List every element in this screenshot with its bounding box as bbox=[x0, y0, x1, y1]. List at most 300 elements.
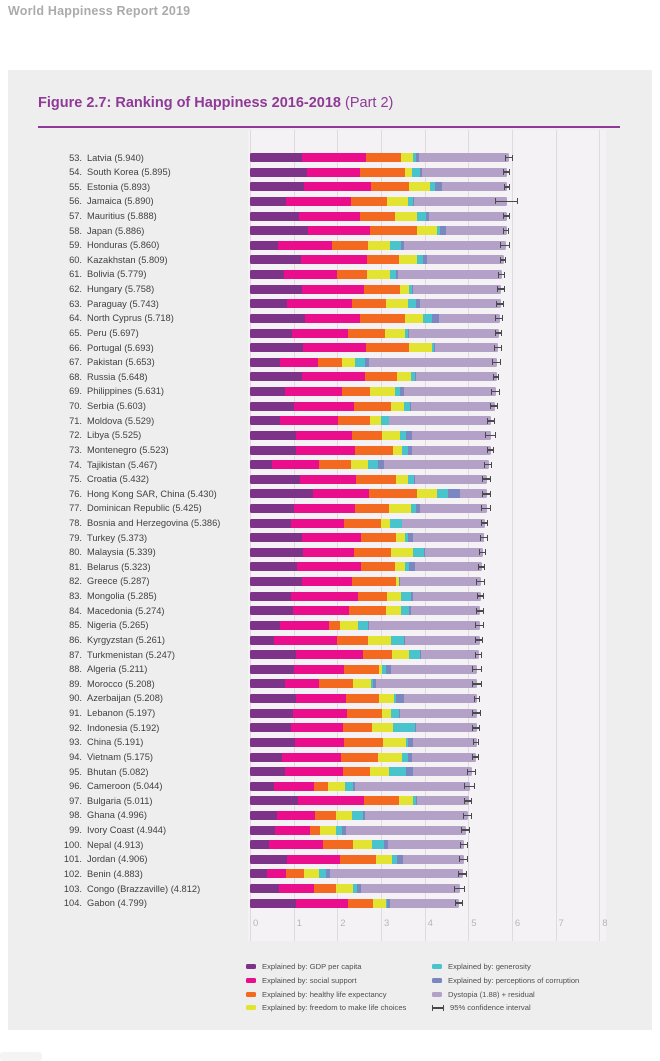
legend-swatch bbox=[246, 978, 256, 983]
chart-row bbox=[8, 151, 652, 166]
chart-row bbox=[8, 487, 652, 502]
country-label: Russia (5.648) bbox=[87, 371, 148, 382]
country-rank: 76. bbox=[69, 488, 82, 499]
country-label: Turkmenistan (5.247) bbox=[87, 649, 176, 660]
bar-segment-gdp bbox=[250, 753, 282, 762]
bar-segment-freedom bbox=[399, 255, 417, 264]
bar-segment-generosity bbox=[381, 416, 389, 425]
chart-row bbox=[8, 370, 652, 385]
bar-segment-gdp bbox=[250, 489, 313, 498]
confidence-interval bbox=[464, 783, 474, 789]
chart-row bbox=[8, 414, 652, 429]
bar-segment-freedom bbox=[386, 606, 401, 615]
chart-row bbox=[8, 443, 652, 458]
bar-segment-corruption bbox=[432, 314, 439, 323]
chart-row bbox=[8, 838, 652, 853]
country-label: Jamaica (5.890) bbox=[87, 196, 154, 207]
chart-row bbox=[8, 560, 652, 575]
bar-segment-freedom bbox=[409, 343, 431, 352]
bar-segment-generosity bbox=[368, 460, 378, 469]
chart-row bbox=[8, 267, 652, 282]
confidence-interval bbox=[493, 374, 499, 380]
country-label: Kazakhstan (5.809) bbox=[87, 254, 168, 265]
legend-swatch bbox=[432, 964, 442, 969]
axis-tick-label: 3 bbox=[383, 918, 390, 929]
bar-segment-gdp bbox=[250, 665, 294, 674]
bar-segment-social-support bbox=[267, 869, 286, 878]
happiness-bar bbox=[250, 636, 480, 645]
country-label: Libya (5.525) bbox=[87, 430, 142, 441]
bar-segment-freedom bbox=[370, 416, 381, 425]
bar-segment-healthy-life bbox=[370, 226, 417, 235]
confidence-interval bbox=[495, 198, 518, 204]
happiness-bar bbox=[250, 285, 501, 294]
bar-segment-freedom bbox=[386, 299, 408, 308]
confidence-interval bbox=[476, 608, 484, 614]
bar-segment-social-support bbox=[294, 402, 354, 411]
country-rank: 65. bbox=[69, 327, 82, 338]
country-rank: 77. bbox=[69, 503, 82, 514]
bar-segment-social-support bbox=[278, 241, 332, 250]
chart-row bbox=[8, 574, 652, 589]
happiness-bar bbox=[250, 826, 466, 835]
confidence-interval bbox=[476, 579, 485, 585]
bar-segment-gdp bbox=[250, 343, 303, 352]
bar-segment-healthy-life bbox=[348, 329, 385, 338]
country-rank: 87. bbox=[69, 649, 82, 660]
bar-segment-healthy-life bbox=[340, 855, 376, 864]
chart-row bbox=[8, 735, 652, 750]
bar-segment-freedom bbox=[328, 782, 345, 791]
bar-segment-corruption bbox=[396, 694, 404, 703]
bar-segment-healthy-life bbox=[338, 416, 370, 425]
bar-segment-dystopia-residual bbox=[420, 504, 486, 513]
confidence-interval bbox=[472, 666, 481, 672]
bar-segment-dystopia-residual bbox=[402, 519, 485, 528]
country-rank: 58. bbox=[69, 225, 82, 236]
bar-segment-dystopia-residual bbox=[355, 782, 471, 791]
happiness-bar bbox=[250, 519, 485, 528]
bar-segment-freedom bbox=[373, 899, 386, 908]
axis-tick-label: 0 bbox=[253, 918, 259, 929]
bar-segment-gdp bbox=[250, 796, 298, 805]
bar-segment-healthy-life bbox=[315, 811, 336, 820]
bar-segment-healthy-life bbox=[361, 533, 396, 542]
bar-segment-gdp bbox=[250, 387, 285, 396]
bar-segment-freedom bbox=[393, 446, 402, 455]
bar-segment-gdp bbox=[250, 621, 280, 630]
bar-segment-generosity bbox=[401, 592, 411, 601]
bar-segment-healthy-life bbox=[360, 212, 395, 221]
bar-segment-gdp bbox=[250, 592, 291, 601]
bar-segment-dystopia-residual bbox=[414, 197, 507, 206]
country-rank: 78. bbox=[69, 518, 82, 528]
bar-segment-social-support bbox=[285, 679, 319, 688]
bar-segment-gdp bbox=[250, 255, 301, 264]
confidence-interval bbox=[472, 754, 479, 760]
bar-segment-healthy-life bbox=[332, 241, 368, 250]
bar-segment-gdp bbox=[250, 650, 296, 659]
bar-segment-healthy-life bbox=[352, 299, 386, 308]
bar-segment-healthy-life bbox=[352, 577, 396, 586]
bar-segment-social-support bbox=[291, 592, 358, 601]
country-rank: 95. bbox=[69, 766, 82, 777]
confidence-interval bbox=[467, 769, 476, 775]
country-rank: 92. bbox=[69, 722, 82, 733]
legend-item bbox=[246, 987, 406, 1001]
bar-segment-freedom bbox=[391, 548, 413, 557]
bar-segment-gdp bbox=[250, 475, 300, 484]
bar-segment-dystopia-residual bbox=[419, 153, 509, 162]
bar-segment-healthy-life bbox=[349, 606, 386, 615]
chart-row bbox=[8, 648, 652, 663]
bar-segment-healthy-life bbox=[365, 372, 397, 381]
bar-segment-gdp bbox=[250, 782, 274, 791]
bar-segment-social-support bbox=[279, 884, 314, 893]
country-rank: 89. bbox=[69, 678, 82, 689]
confidence-interval bbox=[492, 359, 501, 365]
bar-segment-social-support bbox=[296, 694, 346, 703]
bar-segment-social-support bbox=[299, 212, 360, 221]
happiness-bar bbox=[250, 782, 470, 791]
country-label: Cameroon (5.044) bbox=[87, 781, 163, 792]
chart-row bbox=[8, 458, 652, 473]
country-label: Greece (5.287) bbox=[87, 576, 150, 587]
happiness-bar bbox=[250, 665, 477, 674]
bar-segment-freedom bbox=[409, 182, 431, 191]
country-rank: 66. bbox=[69, 342, 82, 353]
legend-label: 95% confidence interval bbox=[450, 1003, 531, 1013]
happiness-bar bbox=[250, 592, 481, 601]
bar-segment-social-support bbox=[282, 753, 341, 762]
chart-row bbox=[8, 399, 652, 414]
bar-segment-gdp bbox=[250, 709, 293, 718]
happiness-bar bbox=[250, 446, 491, 455]
bar-segment-gdp bbox=[250, 840, 269, 849]
bar-segment-dystopia-residual bbox=[429, 212, 507, 221]
happiness-bar bbox=[250, 504, 487, 513]
bar-segment-social-support bbox=[274, 782, 314, 791]
legend-item bbox=[432, 960, 579, 974]
bar-segment-corruption bbox=[406, 767, 413, 776]
confidence-interval bbox=[460, 842, 468, 848]
chart-row bbox=[8, 341, 652, 356]
bar-segment-social-support bbox=[274, 636, 337, 645]
bar-segment-gdp bbox=[250, 358, 280, 367]
happiness-bar bbox=[250, 767, 472, 776]
confidence-interval bbox=[482, 476, 491, 482]
bar-segment-social-support bbox=[284, 270, 337, 279]
bar-segment-gdp bbox=[250, 212, 299, 221]
country-label: Hungary (5.758) bbox=[87, 284, 155, 295]
happiness-bar bbox=[250, 387, 496, 396]
happiness-bar bbox=[250, 679, 477, 688]
bar-segment-freedom bbox=[387, 197, 408, 206]
bar-segment-freedom bbox=[379, 694, 394, 703]
happiness-bar bbox=[250, 533, 485, 542]
axis-tick-label: 6 bbox=[514, 918, 521, 929]
bar-segment-gdp bbox=[250, 738, 295, 747]
bar-segment-social-support bbox=[303, 548, 354, 557]
country-label: Bosnia and Herzegovina (5.386) bbox=[87, 518, 221, 528]
confidence-interval bbox=[474, 696, 480, 702]
bar-segment-generosity bbox=[389, 767, 405, 776]
bar-segment-gdp bbox=[250, 562, 297, 571]
chart-row bbox=[8, 180, 652, 195]
confidence-interval bbox=[500, 242, 510, 248]
happiness-bar bbox=[250, 168, 507, 177]
bar-segment-social-support bbox=[292, 329, 348, 338]
bar-segment-generosity bbox=[393, 723, 415, 732]
page-footer-tab bbox=[0, 1052, 42, 1061]
confidence-interval bbox=[454, 886, 464, 892]
country-rank: 73. bbox=[69, 444, 82, 455]
bar-segment-healthy-life bbox=[356, 475, 396, 484]
bar-segment-gdp bbox=[250, 767, 285, 776]
bar-segment-freedom bbox=[351, 460, 368, 469]
confidence-interval bbox=[503, 228, 509, 234]
happiness-bar bbox=[250, 431, 491, 440]
chart-row bbox=[8, 589, 652, 604]
legend-label: Explained by: generosity bbox=[448, 962, 531, 972]
country-label: China (5.191) bbox=[87, 737, 144, 748]
country-label: Belarus (5.323) bbox=[87, 561, 151, 572]
bar-segment-freedom bbox=[387, 592, 401, 601]
country-label: Bolivia (5.779) bbox=[87, 269, 147, 280]
country-label: Congo (Brazzaville) (4.812) bbox=[87, 883, 201, 894]
bar-segment-gdp bbox=[250, 153, 302, 162]
chart-row bbox=[8, 297, 652, 312]
bar-segment-gdp bbox=[250, 899, 296, 908]
bar-segment-social-support bbox=[269, 840, 323, 849]
confidence-interval bbox=[472, 681, 481, 687]
happiness-bar bbox=[250, 489, 487, 498]
country-label: Macedonia (5.274) bbox=[87, 605, 165, 616]
chart-row bbox=[8, 194, 652, 209]
bar-segment-social-support bbox=[302, 285, 364, 294]
happiness-bar bbox=[250, 212, 507, 221]
happiness-bar bbox=[250, 314, 500, 323]
legend-item bbox=[432, 974, 579, 988]
chart-row bbox=[8, 326, 652, 341]
chart-row bbox=[8, 282, 652, 297]
bar-segment-freedom bbox=[382, 431, 400, 440]
bar-segment-healthy-life bbox=[319, 679, 353, 688]
country-label: Mauritius (5.888) bbox=[87, 210, 157, 221]
happiness-bar bbox=[250, 709, 477, 718]
bar-segment-generosity bbox=[336, 826, 343, 835]
legend-label: Explained by: social support bbox=[262, 976, 357, 986]
happiness-bar bbox=[250, 182, 507, 191]
country-rank: 82. bbox=[69, 576, 82, 587]
axis-tick-label: 7 bbox=[558, 918, 564, 929]
confidence-interval bbox=[481, 520, 489, 526]
country-label: Algeria (5.211) bbox=[87, 664, 148, 675]
bar-segment-social-support bbox=[280, 621, 328, 630]
confidence-interval bbox=[480, 535, 489, 541]
happiness-bar bbox=[250, 197, 507, 206]
bar-segment-healthy-life bbox=[346, 694, 380, 703]
country-rank: 88. bbox=[69, 664, 82, 675]
confidence-interval bbox=[485, 432, 496, 438]
bar-segment-healthy-life bbox=[351, 197, 387, 206]
happiness-bar bbox=[250, 869, 463, 878]
happiness-bar bbox=[250, 255, 504, 264]
bar-segment-healthy-life bbox=[342, 387, 371, 396]
bar-segment-generosity bbox=[412, 168, 420, 177]
bar-segment-social-support bbox=[302, 372, 365, 381]
country-rank: 90. bbox=[69, 693, 82, 704]
confidence-interval bbox=[473, 739, 479, 745]
happiness-bar bbox=[250, 738, 477, 747]
country-rank: 57. bbox=[69, 210, 82, 221]
confidence-interval bbox=[482, 491, 491, 497]
country-rank: 86. bbox=[69, 634, 82, 645]
chart-row bbox=[8, 765, 652, 780]
country-rank: 71. bbox=[69, 415, 82, 426]
bar-segment-freedom bbox=[395, 562, 405, 571]
happiness-bar bbox=[250, 460, 489, 469]
bar-segment-healthy-life bbox=[319, 460, 350, 469]
country-label: Jordan (4.906) bbox=[87, 854, 148, 865]
chart-row bbox=[8, 531, 652, 546]
bar-segment-generosity bbox=[355, 358, 365, 367]
country-rank: 97. bbox=[69, 795, 82, 806]
confidence-interval bbox=[487, 447, 495, 453]
confidence-interval bbox=[458, 871, 467, 877]
bar-segment-dystopia-residual bbox=[400, 577, 481, 586]
bar-segment-healthy-life bbox=[310, 826, 320, 835]
bar-segment-gdp bbox=[250, 329, 292, 338]
bar-segment-dystopia-residual bbox=[390, 899, 460, 908]
bar-segment-healthy-life bbox=[366, 343, 410, 352]
chart-row bbox=[8, 882, 652, 897]
chart-row bbox=[8, 808, 652, 823]
happiness-bar bbox=[250, 840, 464, 849]
bar-segment-healthy-life bbox=[352, 431, 381, 440]
happiness-bar bbox=[250, 548, 483, 557]
bar-segment-social-support bbox=[291, 723, 344, 732]
happiness-bar bbox=[250, 358, 497, 367]
country-rank: 55. bbox=[69, 181, 82, 192]
bar-segment-gdp bbox=[250, 826, 275, 835]
bar-segment-social-support bbox=[300, 475, 355, 484]
bar-segment-social-support bbox=[285, 767, 343, 776]
legend-column-left bbox=[246, 960, 406, 1015]
country-label: Montenegro (5.523) bbox=[87, 444, 169, 455]
bar-segment-social-support bbox=[301, 255, 367, 264]
confidence-interval bbox=[503, 169, 510, 175]
country-label: Dominican Republic (5.425) bbox=[87, 503, 202, 514]
bar-segment-generosity bbox=[390, 241, 401, 250]
report-header: World Happiness Report 2019 bbox=[8, 4, 191, 18]
bar-segment-freedom bbox=[397, 372, 412, 381]
bar-segment-social-support bbox=[277, 811, 315, 820]
legend-item bbox=[246, 1001, 406, 1015]
country-label: Malaysia (5.339) bbox=[87, 547, 156, 558]
chart-row bbox=[8, 238, 652, 253]
bar-segment-healthy-life bbox=[314, 884, 336, 893]
country-label: Peru (5.697) bbox=[87, 327, 139, 338]
bar-segment-gdp bbox=[250, 314, 305, 323]
country-rank: 80. bbox=[69, 547, 82, 558]
bar-segment-freedom bbox=[396, 475, 409, 484]
chart-row bbox=[8, 852, 652, 867]
happiness-bar bbox=[250, 402, 495, 411]
bar-segment-gdp bbox=[250, 855, 287, 864]
happiness-bar bbox=[250, 329, 499, 338]
bar-segment-healthy-life bbox=[360, 168, 405, 177]
bar-segment-freedom bbox=[342, 358, 356, 367]
legend-swatch bbox=[432, 978, 442, 983]
country-label: North Cyprus (5.718) bbox=[87, 313, 174, 324]
bar-segment-dystopia-residual bbox=[415, 475, 487, 484]
confidence-interval bbox=[461, 827, 470, 833]
bar-segment-freedom bbox=[382, 709, 391, 718]
bar-segment-social-support bbox=[302, 153, 366, 162]
country-rank: 59. bbox=[69, 240, 82, 251]
bar-segment-freedom bbox=[391, 402, 403, 411]
bar-segment-freedom bbox=[370, 387, 394, 396]
country-rank: 69. bbox=[69, 386, 82, 397]
bar-segment-dystopia-residual bbox=[415, 562, 482, 571]
axis-tick-label: 4 bbox=[427, 918, 433, 929]
bar-segment-generosity bbox=[408, 299, 416, 308]
figure-title-main: Figure 2.7: Ranking of Happiness 2016-2018 bbox=[38, 95, 341, 111]
bar-segment-dystopia-residual bbox=[416, 723, 476, 732]
confidence-interval bbox=[503, 213, 510, 219]
happiness-bar bbox=[250, 416, 491, 425]
bar-segment-social-support bbox=[287, 299, 351, 308]
country-rank: 100. bbox=[63, 839, 82, 850]
confidence-interval bbox=[475, 622, 484, 628]
country-rank: 98. bbox=[69, 810, 82, 821]
bar-segment-social-support bbox=[307, 168, 360, 177]
bar-segment-gdp bbox=[250, 270, 284, 279]
bar-segment-gdp bbox=[250, 869, 267, 878]
axis-tick-label: 1 bbox=[296, 918, 302, 929]
bar-segment-freedom bbox=[368, 241, 390, 250]
bar-segment-gdp bbox=[250, 460, 272, 469]
bar-segment-dystopia-residual bbox=[398, 270, 502, 279]
bar-segment-freedom bbox=[401, 153, 413, 162]
chart-row bbox=[8, 501, 652, 516]
confidence-interval bbox=[481, 505, 491, 511]
confidence-interval bbox=[472, 710, 481, 716]
bar-segment-dystopia-residual bbox=[413, 285, 501, 294]
bar-segment-dystopia-residual bbox=[446, 226, 507, 235]
bar-segment-social-support bbox=[305, 314, 360, 323]
country-rank: 64. bbox=[69, 313, 82, 324]
happiness-bar bbox=[250, 723, 477, 732]
chart-row bbox=[8, 253, 652, 268]
bar-segment-generosity bbox=[319, 869, 327, 878]
bar-segment-dystopia-residual bbox=[417, 796, 469, 805]
legend-item bbox=[432, 987, 579, 1001]
bar-segment-freedom bbox=[399, 796, 413, 805]
confidence-interval bbox=[497, 286, 506, 292]
bar-segment-gdp bbox=[250, 402, 294, 411]
bar-segment-dystopia-residual bbox=[412, 753, 476, 762]
bar-segment-dystopia-residual bbox=[400, 709, 477, 718]
bar-segment-social-support bbox=[286, 197, 351, 206]
axis-tick-label: 8 bbox=[602, 918, 608, 929]
bar-segment-dystopia-residual bbox=[388, 840, 464, 849]
bar-segment-healthy-life bbox=[364, 285, 400, 294]
bar-segment-dystopia-residual bbox=[442, 182, 507, 191]
bar-segment-freedom bbox=[405, 314, 423, 323]
chart-row bbox=[8, 604, 652, 619]
